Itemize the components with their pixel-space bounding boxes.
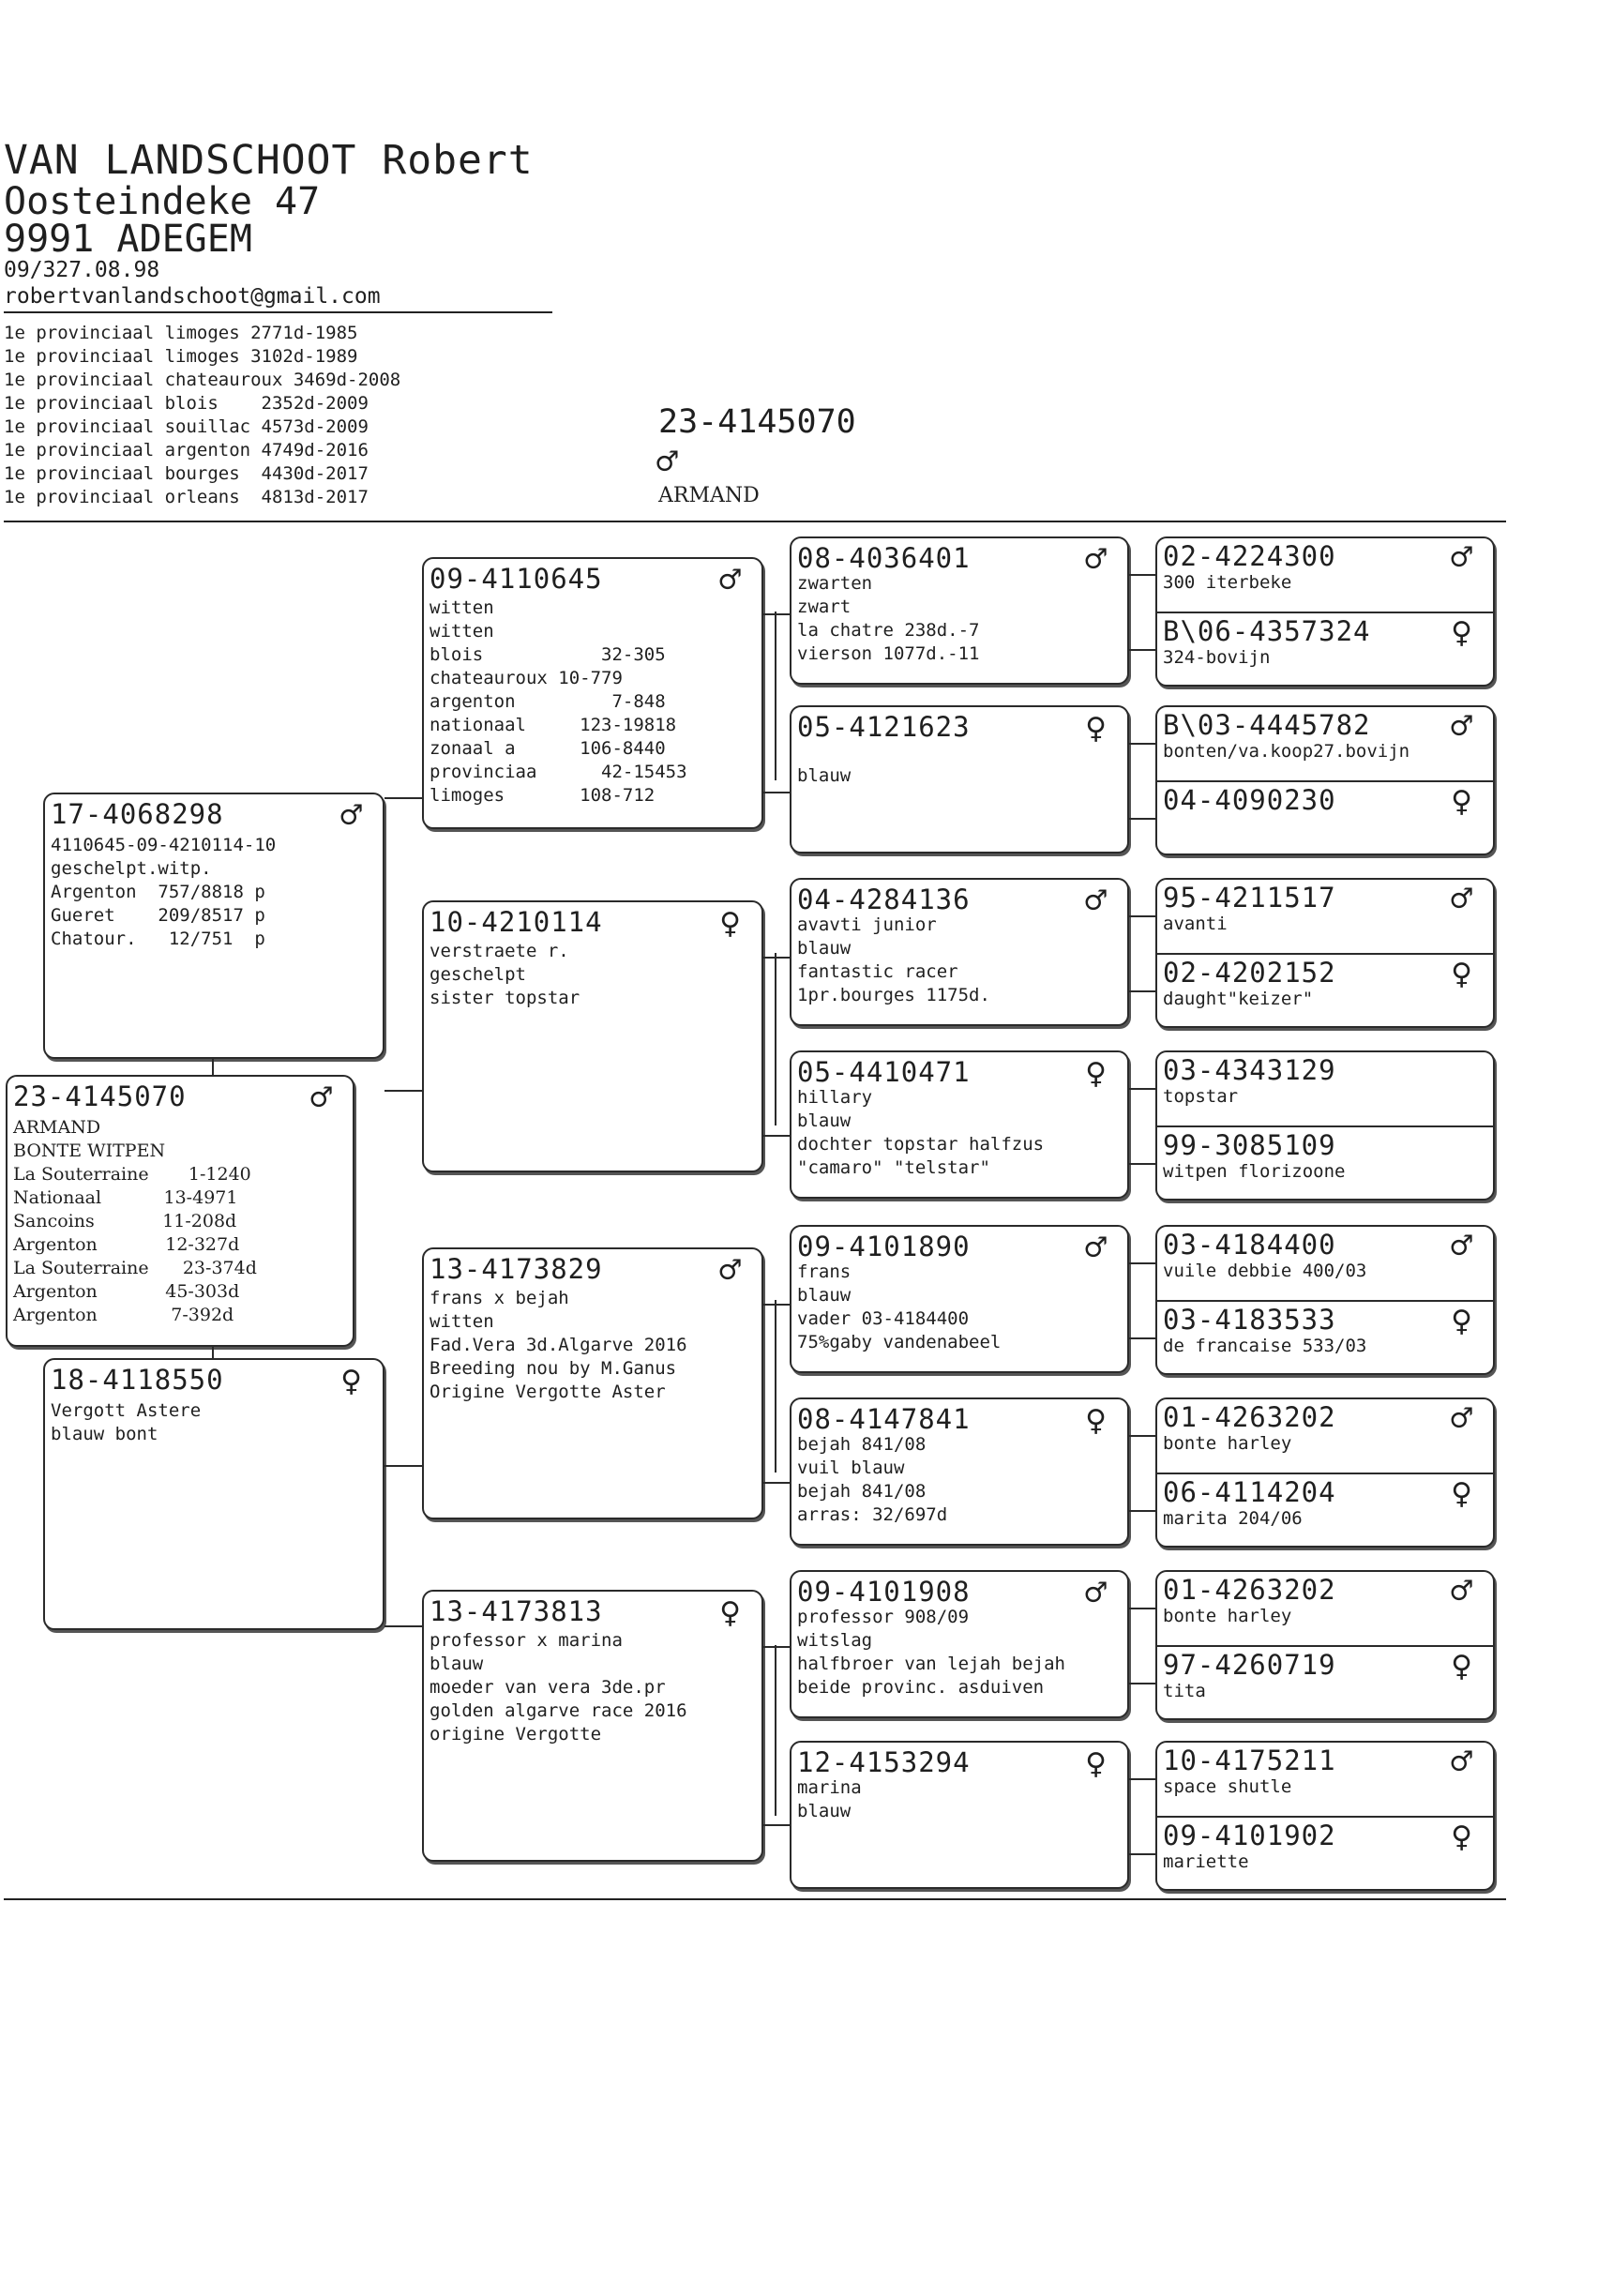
sire-row[interactable] [1157, 880, 1493, 953]
note-line: 1pr.bourges 1175d. [797, 985, 990, 1005]
note-line: nationaal 123-19818 [430, 715, 677, 735]
connector-line [212, 1059, 214, 1075]
note-line: Sancoins 11-208d [13, 1211, 237, 1231]
sire-row[interactable] [1157, 1227, 1493, 1300]
male-symbol-icon: ♂ [719, 1249, 741, 1291]
female-symbol-icon: ♀ [1451, 953, 1472, 994]
note-line: witslag [797, 1630, 873, 1651]
pigeon-note: witpen florizoone [1163, 1161, 1346, 1182]
male-symbol-icon: ♂ [1451, 1225, 1472, 1266]
connector-line [775, 1645, 776, 1816]
connector-line [763, 1304, 790, 1306]
note-line: hillary [797, 1087, 873, 1108]
ring-number: 95-4211517 [1163, 882, 1336, 914]
note-line: dochter topstar halfzus [797, 1134, 1045, 1155]
connector-line [1129, 1510, 1155, 1512]
note-line: La Souterraine 1-1240 [13, 1164, 251, 1185]
connector-line [763, 957, 790, 959]
great-grandparent-card[interactable] [790, 1741, 1129, 1889]
note-line: la chatre 238d.-7 [797, 620, 980, 641]
pigeon-notes [430, 940, 580, 1010]
pigeon-note: 300 iterbeke [1163, 572, 1292, 593]
connector-line [1129, 743, 1155, 745]
great-grandparent-card[interactable] [790, 1225, 1129, 1373]
ring-number: 18-4118550 [51, 1364, 224, 1396]
note-line: halfbroer van lejah bejah [797, 1654, 1065, 1674]
pigeon-notes [797, 1433, 947, 1527]
female-symbol-icon: ♀ [1451, 1473, 1472, 1514]
ancestor-pair-card[interactable] [1155, 1570, 1495, 1720]
note-line: blauw [797, 1801, 852, 1821]
note-line: limoges 108-712 [430, 785, 656, 806]
subject-card[interactable] [6, 1075, 354, 1347]
result-item: 1e provinciaal blois 2352d-2009 [4, 393, 369, 414]
result-item: 1e provinciaal argenton 4749d-2016 [4, 440, 369, 461]
note-line: witten [430, 1311, 494, 1332]
note-line: Argenton 12-327d [13, 1234, 240, 1255]
note-line: golden algarve race 2016 [430, 1700, 687, 1721]
note-line: "camaro" "telstar" [797, 1157, 990, 1178]
note-line: BONTE WITPEN [13, 1140, 166, 1161]
female-symbol-icon: ♀ [1085, 1399, 1107, 1441]
connector-line [212, 1347, 214, 1358]
note-line: avavti junior [797, 914, 937, 935]
pigeon-notes [51, 1399, 201, 1446]
female-symbol-icon: ♀ [1085, 1743, 1107, 1784]
ring-number: 13-4173813 [430, 1595, 603, 1627]
owner-city: 9991 ADEGEM [4, 218, 252, 261]
note-line: Argenton 45-303d [13, 1281, 240, 1302]
pigeon-note: marita 204/06 [1163, 1508, 1303, 1529]
ring-number: 03-4343129 [1163, 1054, 1336, 1086]
ring-number: 06-4114204 [1163, 1476, 1336, 1508]
result-item: 1e provinciaal chateauroux 3469d-2008 [4, 370, 401, 390]
connector-line [1129, 1163, 1155, 1165]
grandparent-card[interactable] [422, 1590, 763, 1862]
male-symbol-icon: ♂ [1451, 878, 1472, 919]
note-line: blauw [797, 1285, 852, 1306]
ring-number: 09-4101902 [1163, 1820, 1336, 1851]
note-line: bejah 841/08 [797, 1434, 927, 1455]
ring-number: 12-4153294 [797, 1746, 971, 1778]
male-symbol-icon: ♂ [1451, 705, 1472, 747]
male-symbol-icon: ♂ [340, 794, 362, 836]
connector-line [384, 797, 422, 799]
note-line: zwart [797, 597, 852, 617]
female-symbol-icon: ♀ [1451, 1816, 1472, 1857]
connector-line [1129, 1778, 1155, 1780]
grandparent-card[interactable] [422, 557, 763, 829]
male-symbol-icon: ♂ [1451, 1741, 1472, 1782]
note-line: 4110645-09-4210114-10 [51, 835, 277, 855]
connector-line [1129, 1683, 1155, 1684]
ring-number: 05-4410471 [797, 1056, 971, 1088]
pigeon-notes [797, 741, 851, 788]
owner-street: Oosteindeke 47 [4, 180, 321, 223]
ring-number: 02-4224300 [1163, 540, 1336, 572]
pigeon-notes [13, 1116, 257, 1327]
ring-number: 10-4175211 [1163, 1745, 1336, 1776]
note-line: provinciaa 42-15453 [430, 762, 687, 782]
connector-line [763, 1646, 790, 1648]
male-symbol-icon: ♂ [310, 1077, 332, 1118]
note-line: witten [430, 597, 494, 618]
female-symbol-icon: ♀ [1085, 707, 1107, 748]
pigeon-note: bonten/va.koop27.bovijn [1163, 741, 1410, 762]
note-line: zonaal a 106-8440 [430, 738, 666, 759]
note-line: origine Vergotte [430, 1724, 602, 1745]
pigeon-notes [430, 1287, 687, 1404]
male-symbol-icon: ♂ [1451, 1570, 1472, 1611]
note-line: Origine Vergotte Aster [430, 1382, 666, 1402]
results-list [4, 322, 400, 509]
note-line: Fad.Vera 3d.Algarve 2016 [430, 1335, 687, 1355]
dam-row[interactable] [1157, 612, 1493, 687]
result-item: 1e provinciaal limoges 2771d-1985 [4, 323, 358, 343]
great-grandparent-card[interactable] [790, 536, 1129, 685]
male-symbol-icon: ♂ [1451, 536, 1472, 578]
ring-number: 97-4260719 [1163, 1649, 1336, 1681]
note-line: La Souterraine 23-374d [13, 1258, 257, 1278]
connector-line [384, 1090, 422, 1092]
ring-number: 02-4202152 [1163, 957, 1336, 989]
ring-number: 05-4121623 [797, 711, 971, 743]
pigeon-note: mariette [1163, 1851, 1249, 1872]
pigeon-note: avanti [1163, 914, 1228, 934]
pigeon-notes [797, 572, 979, 666]
top-divider [4, 521, 1506, 522]
owner-phone: 09/327.08.98 [4, 258, 160, 282]
result-item: 1e provinciaal orleans 4813d-2017 [4, 487, 369, 507]
note-line: Chatour. 12/751 p [51, 929, 265, 949]
note-line: Gueret 209/8517 p [51, 905, 265, 926]
sire-row[interactable] [1157, 538, 1493, 612]
connector-line [763, 613, 790, 615]
connector-line [1129, 1435, 1155, 1437]
great-grandparent-card[interactable] [790, 878, 1129, 1026]
connector-line [1129, 574, 1155, 576]
sire-row[interactable] [1157, 1052, 1493, 1125]
note-line: marina [797, 1777, 862, 1798]
note-line: Argenton 757/8818 p [51, 882, 265, 902]
ring-number: 09-4110645 [430, 563, 603, 595]
note-line: bejah 841/08 [797, 1481, 927, 1502]
owner-name: VAN LANDSCHOOT Robert [4, 137, 534, 184]
sire-row[interactable] [1157, 1572, 1493, 1645]
note-line: vader 03-4184400 [797, 1308, 970, 1329]
pigeon-note: space shutle [1163, 1776, 1292, 1797]
pigeon-notes [430, 597, 687, 808]
pigeon-notes [797, 1261, 1001, 1354]
male-symbol-icon: ♂ [656, 441, 678, 482]
ancestor-pair-card[interactable] [1155, 536, 1495, 687]
connector-line [763, 1824, 790, 1826]
connector-line [775, 1300, 776, 1473]
header-pigeon-name: ARMAND [658, 484, 760, 507]
ring-number: 01-4263202 [1163, 1401, 1336, 1433]
note-line: chateauroux 10-779 [430, 668, 623, 688]
header-ring-number: 23-4145070 [658, 403, 856, 441]
ring-number: 09-4101908 [797, 1576, 971, 1608]
dam-row[interactable] [1157, 1125, 1493, 1201]
note-line: Breeding nou by M.Ganus [430, 1358, 677, 1379]
note-line: Argenton 7-392d [13, 1305, 234, 1325]
owner-email: robertvanlandschoot@gmail.com [4, 284, 381, 309]
note-line: geschelpt [430, 964, 526, 985]
connector-line [1129, 1088, 1155, 1090]
note-line: sister topstar [430, 988, 580, 1008]
result-item: 1e provinciaal souillac 4573d-2009 [4, 416, 369, 437]
ancestor-pair-card[interactable] [1155, 878, 1495, 1028]
ring-number: 03-4183533 [1163, 1304, 1336, 1336]
connector-line [384, 1465, 422, 1467]
ancestor-pair-card[interactable] [1155, 1225, 1495, 1375]
male-symbol-icon: ♂ [1085, 538, 1107, 580]
mother-card[interactable] [43, 1358, 384, 1630]
ancestor-pair-card[interactable] [1155, 1397, 1495, 1548]
pigeon-note: vuile debbie 400/03 [1163, 1261, 1367, 1281]
connector-line [775, 612, 776, 780]
female-symbol-icon: ♀ [719, 902, 741, 944]
ring-number: 04-4284136 [797, 884, 971, 915]
note-line: blauw [797, 938, 852, 959]
pigeon-notes [797, 1086, 1044, 1180]
ring-number: 03-4184400 [1163, 1229, 1336, 1261]
female-symbol-icon: ♀ [1085, 1052, 1107, 1094]
note-line: Vergott Astere [51, 1400, 202, 1421]
ring-number: 13-4173829 [430, 1253, 603, 1285]
ring-number: 01-4263202 [1163, 1574, 1336, 1606]
connector-line [1129, 1853, 1155, 1855]
father-card[interactable] [43, 793, 384, 1059]
pigeon-notes [51, 834, 276, 951]
pigeon-notes [430, 1629, 687, 1746]
ring-number: 04-4090230 [1163, 784, 1336, 816]
note-line: blauw [797, 1110, 852, 1131]
dam-row[interactable] [1157, 1816, 1493, 1891]
result-item: 1e provinciaal limoges 3102d-1989 [4, 346, 358, 367]
pigeon-note: bonte harley [1163, 1433, 1292, 1454]
sire-row[interactable] [1157, 707, 1493, 780]
note-line: professor 908/09 [797, 1607, 970, 1627]
ring-number: 10-4210114 [430, 906, 603, 938]
ring-number: 17-4068298 [51, 798, 224, 830]
pigeon-note: tita [1163, 1681, 1206, 1701]
ring-number: 08-4147841 [797, 1403, 971, 1435]
female-symbol-icon: ♀ [1451, 612, 1472, 653]
female-symbol-icon: ♀ [719, 1592, 741, 1633]
note-line: blauw bont [51, 1424, 158, 1444]
great-grandparent-card[interactable] [790, 1397, 1129, 1546]
note-line: blauw [797, 765, 852, 786]
dam-row[interactable] [1157, 1473, 1493, 1548]
bottom-divider [4, 1898, 1506, 1900]
dam-row[interactable] [1157, 953, 1493, 1028]
note-line: blauw [430, 1654, 484, 1674]
note-line: argenton 7-848 [430, 691, 666, 712]
pigeon-note: 324-bovijn [1163, 647, 1271, 668]
connector-line [1129, 990, 1155, 992]
pigeon-note: de francaise 533/03 [1163, 1336, 1367, 1356]
pigeon-notes [797, 1606, 1065, 1699]
grandparent-card[interactable] [422, 1247, 763, 1519]
pigeon-notes [797, 914, 990, 1007]
dam-row[interactable] [1157, 1300, 1493, 1375]
note-line: geschelpt.witp. [51, 858, 212, 879]
connector-line [763, 1135, 790, 1137]
ring-number: 99-3085109 [1163, 1129, 1336, 1161]
ring-number: B\06-4357324 [1163, 615, 1371, 647]
connector-line [1129, 649, 1155, 651]
pigeon-note: daught"keizer" [1163, 989, 1314, 1009]
ancestor-pair-card[interactable] [1155, 1741, 1495, 1891]
great-grandparent-card[interactable] [790, 705, 1129, 853]
note-line: frans [797, 1261, 852, 1282]
note-line: vuil blauw [797, 1458, 905, 1478]
male-symbol-icon: ♂ [1085, 1572, 1107, 1613]
pigeon-note: topstar [1163, 1086, 1239, 1107]
note-line [797, 741, 851, 764]
female-symbol-icon: ♀ [1451, 780, 1472, 822]
ring-number: 23-4145070 [13, 1080, 187, 1112]
note-line: 75%gaby vandenabeel [797, 1332, 1002, 1352]
pigeon-note: bonte harley [1163, 1606, 1292, 1626]
ring-number: 08-4036401 [797, 542, 971, 574]
great-grandparent-card[interactable] [790, 1050, 1129, 1199]
male-symbol-icon: ♂ [1451, 1397, 1472, 1439]
connector-line [1129, 1608, 1155, 1609]
note-line: vierson 1077d.-11 [797, 643, 980, 664]
pigeon-notes [797, 1776, 862, 1823]
female-symbol-icon: ♀ [340, 1360, 362, 1401]
female-symbol-icon: ♀ [1451, 1300, 1472, 1341]
connector-line [1129, 915, 1155, 917]
connector-line [384, 1625, 422, 1627]
sire-row[interactable] [1157, 1743, 1493, 1816]
note-line: arras: 32/697d [797, 1504, 948, 1525]
email-divider [4, 311, 552, 313]
male-symbol-icon: ♂ [1085, 880, 1107, 921]
male-symbol-icon: ♂ [1085, 1227, 1107, 1268]
note-line: blois 32-305 [430, 644, 666, 665]
connector-line [1129, 818, 1155, 820]
note-line: fantastic racer [797, 961, 958, 982]
dam-row[interactable] [1157, 780, 1493, 855]
great-grandparent-card[interactable] [790, 1570, 1129, 1718]
dam-row[interactable] [1157, 1645, 1493, 1720]
note-line: beide provinc. asduiven [797, 1677, 1045, 1698]
ring-number: 09-4101890 [797, 1231, 971, 1262]
note-line: verstraete r. [430, 941, 569, 961]
note-line: frans x bejah [430, 1288, 569, 1308]
connector-line [775, 953, 776, 1125]
note-line: moeder van vera 3de.pr [430, 1677, 666, 1698]
note-line: Nationaal 13-4971 [13, 1187, 238, 1208]
female-symbol-icon: ♀ [1451, 1645, 1472, 1686]
note-line: witten [430, 621, 494, 642]
ancestor-pair-card[interactable] [1155, 705, 1495, 855]
connector-line [763, 792, 790, 793]
result-item: 1e provinciaal bourges 4430d-2017 [4, 463, 369, 484]
connector-line [763, 1482, 790, 1484]
connector-line [1129, 1262, 1155, 1264]
note-line: professor x marina [430, 1630, 623, 1651]
note-line: zwarten [797, 573, 873, 594]
grandparent-card[interactable] [422, 900, 763, 1172]
connector-line [1129, 1337, 1155, 1339]
ancestor-pair-card[interactable] [1155, 1050, 1495, 1201]
sire-row[interactable] [1157, 1399, 1493, 1473]
ring-number: B\03-4445782 [1163, 709, 1371, 741]
note-line: ARMAND [13, 1117, 101, 1138]
male-symbol-icon: ♂ [719, 559, 741, 600]
